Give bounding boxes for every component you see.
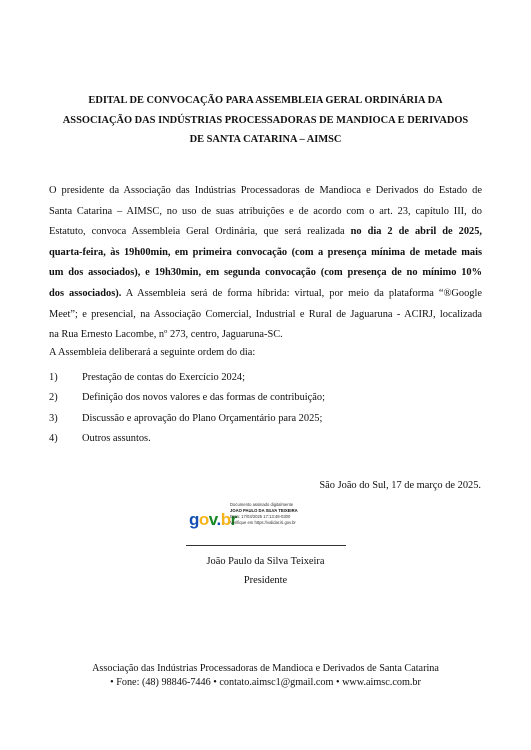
signature-verify-link[interactable]: Verifique em https://validar.iti.gov.br <box>230 520 296 525</box>
agenda-item <box>49 409 325 429</box>
agenda-intro: A Assembleia deliberará a seguinte ordem do dia: <box>49 347 256 358</box>
footer-org-name: Associação das Indústrias Processadoras de Mandioca e Derivados de Santa Catarina <box>92 663 439 674</box>
agenda-item-number: 4) <box>49 432 58 444</box>
agenda-item-text: Definição dos novos valores e das formas de contribuição; <box>82 392 325 404</box>
body-line-1: O presidente da Associação das Indústrias Processadoras de Mandioca e Derivados do Estado de <box>49 185 482 196</box>
body-line-6-bold: dos associados). <box>49 287 122 299</box>
agenda-item-number: 1) <box>49 372 58 383</box>
signature-name: JOAO PAULO DA SILVA TEIXEIRA <box>230 508 298 513</box>
document-title <box>40 91 491 150</box>
body-line-4 <box>49 243 482 264</box>
body-line-2: Santa Catarina – AIMSC, no uso de suas atribuições e de acordo com o art. 23, capítulo III, do <box>49 205 482 217</box>
agenda-item-number: 2) <box>49 392 58 404</box>
signer-role: Presidente <box>243 575 288 586</box>
title-line-3: DE SANTA CATARINA – AIMSC <box>189 134 342 145</box>
agenda-item-text: Prestação de contas do Exercício 2024; <box>82 372 246 383</box>
signer-name: João Paulo da Silva Teixeira <box>206 556 325 567</box>
signer-block <box>0 552 531 590</box>
agenda-list <box>49 368 325 449</box>
signature-date: Data: 17/03/2025 17:13:48-0300 <box>230 514 291 519</box>
govbr-logo-icon: gov.br <box>189 510 237 529</box>
agenda-item <box>49 388 325 408</box>
body-line-6 <box>49 284 482 305</box>
body-line-5 <box>49 263 482 284</box>
agenda-item-text: Discussão e aprovação do Plano Orçamentário para 2025; <box>82 412 323 424</box>
body-line-8: na Rua Ernesto Lacombe, nº 273, centro, Jaguaruna-SC. <box>49 329 283 341</box>
body-line-6-text: A Assembleia será de forma híbrida: virtual, por meio da plataforma “®Google <box>121 287 482 299</box>
body-line-3-bold: no dia 2 de abril de 2025, <box>350 226 482 238</box>
title-line-2: ASSOCIAÇÃO DAS INDÚSTRIAS PROCESSADORAS DE MANDIOCA E DERIVADOS <box>62 114 469 126</box>
body-line-3 <box>49 222 482 243</box>
body-line-4-bold: quarta-feira, às 19h00min, em primeira convocação (com a presença mínima de metade mais <box>49 246 482 258</box>
signature-details <box>230 502 298 526</box>
convocation-paragraph <box>49 181 482 346</box>
agenda-item-text: Outros assuntos. <box>82 432 151 444</box>
digital-signature-stamp <box>189 502 339 532</box>
body-line-7: Meet”; e presencial, na Associação Comercial, Industrial e Rural de Jaguaruna - ACIRJ, localizada <box>49 308 482 320</box>
signature-header: Documento assinado digitalmente <box>230 502 294 507</box>
page-footer <box>0 662 531 690</box>
agenda-item <box>49 429 325 449</box>
agenda-item <box>49 368 325 388</box>
body-line-3-text: Estatuto, convoca Assembleia Geral Ordinária, que será realizada <box>49 226 351 238</box>
body-line-5-bold: um dos associados), e 19h30min, em segunda convocação (com presença de no mínimo 10% <box>49 267 482 279</box>
signature-line <box>186 545 346 546</box>
footer-contact: • Fone: (48) 98846-7446 • contato.aimsc1@gmail.com • www.aimsc.com.br <box>110 677 421 688</box>
place-and-date: São João do Sul, 17 de março de 2025. <box>319 480 481 491</box>
agenda-item-number: 3) <box>49 412 58 424</box>
title-line-1: EDITAL DE CONVOCAÇÃO PARA ASSEMBLEIA GERAL ORDINÁRIA DA <box>88 95 443 106</box>
